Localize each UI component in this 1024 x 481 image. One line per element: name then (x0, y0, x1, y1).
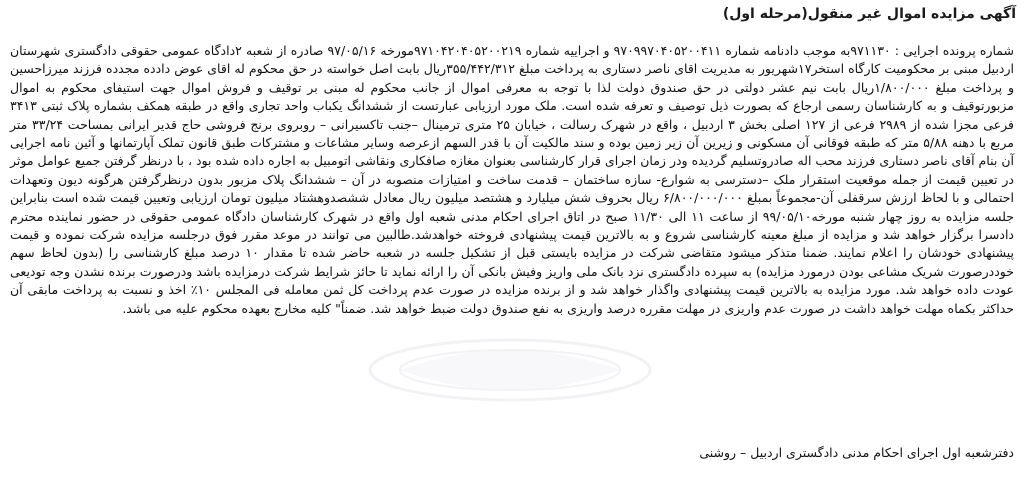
notice-footer: دفترشعبه اول اجرای احکام مدنی دادگستری اردبیل – روشنی (699, 445, 1014, 460)
notice-body: شماره پرونده اجرایی : ۹۷۱۱۳۰به موجب دادنامه شماره ۹۷۰۹۹۷۰۴۰۵۲۰۰۴۱۱ و اجراییه شماره ۹۷۱۰۴۲۰۴۰۵۲۰۰۲۱۹مورخه ۹۷/۰۵/۱۶ صادره از شعبه ۲دادگاه عمومی حقوقی دادگستری شهرستان اردبیل مبنی بر محکومیت کارگاه استخر۱۷شهریور به مدیریت اقای ناصر دستاری به پرداخت مبلغ ۳۵۵/۴۴۲/۳۱۲ریال بابت اصل خواسته در حق محکوم له اقای عوض دادده مجدده فرزند میرزاحسین و پرداخت مبلغ ۱/۸۰۰/۰۰۰ریال بابت نیم عشر دولتی در حق صندوق دولت لذا با توجه به معرفی اموال از جانب محکوم له مبنی بر توقیف و فروش اموال جهت استیفای محکوم به اموال مزبورتوقیف و به کارشناسان رسمی ارجاع که بصورت ذیل توصیف و تعرفه شده است. ملک مورد ارزیابی عبارتست از ششدانگ یکباب واحد تجاری واقع در طبقه همکف بشماره پلاک ثبتی ۳۴۱۳ فرعی مجزا شده از ۲۹۸۹ فرعی از ۱۲۷ اصلی بخش ۳ اردبیل ، واقع در شهرک رسالت ، خیابان ۲۵ متری ترمینال –جنب تاکسیرانی – روبروی برنج فروشی حاج قدیر ایرانی بمساحت ۳۳/۲۴ متر مربع با دهنه ۵/۸۸ متر که طبقه فوقانی آن مسکونی و زیرین آن زیر زمین بوده و سند مالکیت آن با قدر السهم ازعرصه وسایر مشاعات و مشترکات طبق قانون تملک آپارتمانها و آئین نامه اجرایی آن بنام آقای ناصر دستاری فرزند محب اله صادروتسلیم گردیده ودر زمان اجرای قرار کارشناسی بعنوان مغازه صافکاری ونقاشی اتومبیل به اجاره داده شده بود ، با درنظر گرفتن جمیع عوامل موثر در تعیین قیمت از جمله موقعیت استقرار ملک –دسترسی به شوارع- سازه ساختمان – قدمت ساخت و امتیازات منصوبه در آن – ششدانگ پلاک مزبور بدون درنظرگرفتن هرگونه دیون وتعهدات احتمالی و با لحاظ ارزش سرقفلی آن-مجموعاً بمبلغ ۶/۸۰۰/۰۰۰/۰۰۰ ریال بحروف شش میلیارد و هشتصد میلیون ریال معادل ششصدوهشتاد میلیون تومان ارزیابی وتعیین قیمت شده است بنابراین جلسه مزایده به روز چهار شنبه مورخه۹۹/۰۵/۱۰ از ساعت ۱۱ الی ۱۱/۳۰ صبح در اتاق اجرای احکام مدنی شعبه اول واقع در شهرک کارشناسان دادگاه عمومی حقوقی در حضور نماینده محترم دادسرا برگزار خواهد شد و مزایده از مبلغ معینه کارشناسی شروع و به بالاترین قیمت پیشنهادی فروخته خواهدشد.طالبین می توانند در موعد مقرر فوق درجلسه مزایده شرکت نموده و قیمت پیشنهادی خودشان را اعلام نمایند. ضمنا متذکر میشود متقاضی شرکت در مزایده بایستی قبل از تشکیل جلسه در شعبه حاضر شده تا مقدار ۱۰ درصد مبلغ کارشناسی را (بدون لحاظ سهم خوددرصورت شریک مشاعی بودن درمورد مزایده) به سپرده دادگستری نزد بانک ملی واریز وفیش بانکی آن را ارائه نماید تا حائز شرایط شرکت درمزایده باشد ودرصورت برنده نشدن وجه تودیعی عودت داده خواهد شد. مورد مزایده به بالاترین قیمت پیشنهادی واگذار خواهد شد و از برنده مزایده در صورت عدم پرداخت کل ثمن معامله فی المجلس ۱۰٪ اخذ و نسبت به پرداخت مابقی آن حداکثر بکماه مهلت خواهد داشت در صورت عدم واریزی در مهلت مقرره درصد واریزی به نفع صندوق دولت ضبط خواهد شد. ضمناً" کلیه مخارج بعهده محکوم علیه می باشد. (10, 43, 1015, 316)
watermark-logo-icon (360, 330, 660, 410)
notice-title: آگهی مزایده اموال غیر منقول(مرحله اول) (722, 6, 1016, 22)
